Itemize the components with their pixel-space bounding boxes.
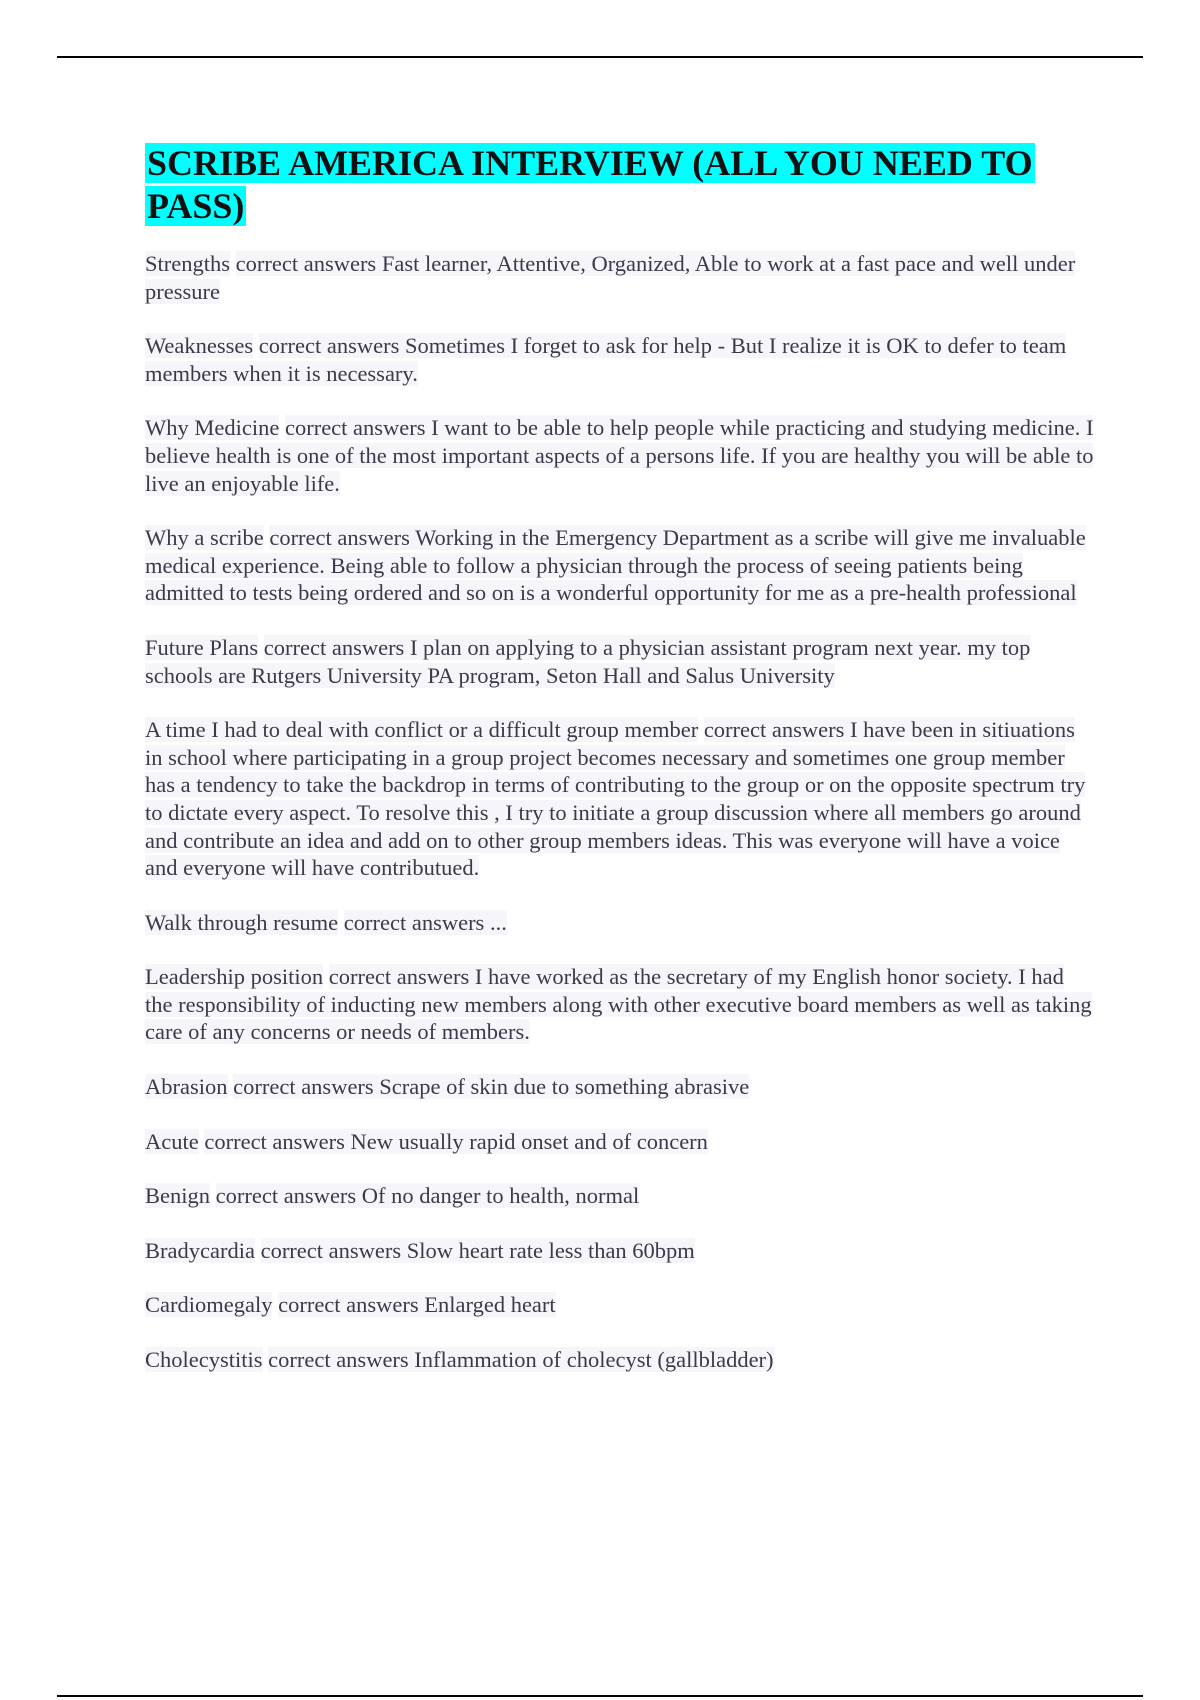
qa-answer: correct answers Slow heart rate less than 60bpm	[260, 1237, 695, 1263]
qa-question: Cholecystitis	[145, 1347, 263, 1373]
qa-answer: correct answers Of no danger to health, normal	[215, 1183, 640, 1209]
qa-item	[145, 1237, 1095, 1265]
qa-item	[145, 1346, 1095, 1374]
qa-item	[145, 414, 1095, 497]
qa-item	[145, 1291, 1095, 1319]
qa-question: Abrasion	[145, 1074, 228, 1100]
qa-item	[145, 909, 1095, 937]
qa-item	[145, 1182, 1095, 1210]
qa-question: Why Medicine	[145, 415, 280, 441]
qa-answer: correct answers I have worked as the secretary of my English honor society. I had the responsibility of inducting new members along with other executive board members as well as taking care of any concerns or needs of members.	[145, 964, 1092, 1045]
qa-question: A time I had to deal with conflict or a difficult group member	[145, 717, 699, 743]
qa-answer: correct answers Working in the Emergency Department as a scribe will give me invaluable medical experience. Being able to follow a physician through the process of seeing patients being admitted to tests being ordered and so on is a wonderful opportunity for me as a pre-health professional	[145, 525, 1086, 606]
document-title-text: SCRIBE AMERICA INTERVIEW (ALL YOU NEED TO PASS)	[147, 143, 1033, 226]
qa-question: Acute	[145, 1128, 199, 1154]
qa-list	[145, 250, 1095, 1374]
qa-question: Walk through resume	[145, 909, 339, 935]
qa-answer: correct answers I have been in sitiuations in school where participating in a group project becomes necessary and sometimes one group member has a tendency to take the backdrop in terms of contributing to the group or on the opposite spectrum try to dictate every aspect. To resolve this , I try to initiate a group discussion where all members go around and contribute an idea and add on to other group members ideas. This was everyone will have a voice and everyone will have contributued.	[145, 717, 1086, 881]
document-body	[145, 142, 1095, 1401]
qa-item	[145, 250, 1095, 305]
bottom-divider	[57, 1695, 1143, 1697]
qa-answer: correct answers I plan on applying to a physician assistant program next year. my top schools are Rutgers University PA program, Seton Hall and Salus University	[145, 634, 1031, 688]
qa-question: Benign	[145, 1183, 210, 1209]
qa-item	[145, 716, 1095, 882]
qa-answer: correct answers Sometimes I forget to ask for help - But I realize it is OK to defer to team members when it is necessary.	[145, 333, 1067, 386]
qa-answer: correct answers New usually rapid onset and of concern	[204, 1128, 708, 1154]
top-divider	[57, 56, 1143, 58]
qa-question: Future Plans	[145, 634, 259, 660]
qa-answer: correct answers Inflammation of cholecyst (gallbladder)	[268, 1347, 774, 1373]
qa-question: Strengths	[145, 251, 231, 276]
qa-item	[145, 1073, 1095, 1101]
qa-answer: correct answers Enlarged heart	[278, 1292, 556, 1318]
qa-answer: correct answers Scrape of skin due to something abrasive	[233, 1074, 750, 1100]
qa-answer: correct answers Fast learner, Attentive, Organized, Able to work at a fast pace and well under pressure	[145, 251, 1076, 304]
qa-answer: correct answers ...	[343, 909, 507, 935]
qa-item	[145, 524, 1095, 607]
qa-question: Bradycardia	[145, 1237, 255, 1263]
document-title	[145, 142, 1095, 228]
qa-question: Cardiomegaly	[145, 1292, 273, 1318]
qa-question: Why a scribe	[145, 525, 264, 551]
qa-question: Leadership position	[145, 964, 324, 990]
qa-question: Weaknesses	[145, 333, 254, 359]
qa-item	[145, 332, 1095, 387]
qa-answer: correct answers I want to be able to help people while practicing and studying medicine. I believe health is one of the most important aspects of a persons life. If you are healthy you will be able to live an enjoyable life.	[145, 415, 1094, 496]
qa-item	[145, 634, 1095, 689]
qa-item	[145, 1128, 1095, 1156]
qa-item	[145, 963, 1095, 1046]
